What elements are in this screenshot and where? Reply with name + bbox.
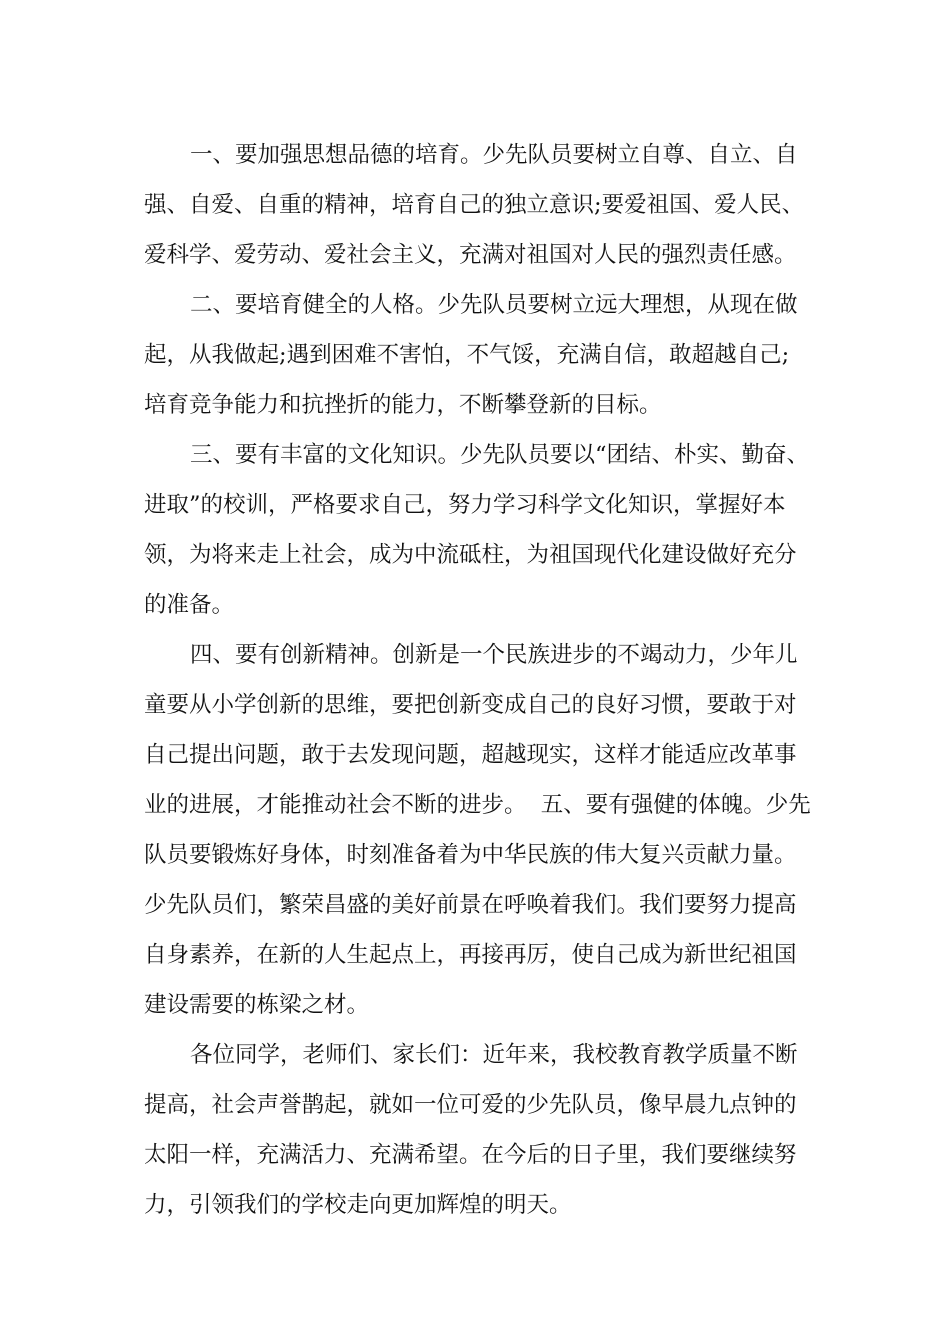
text-line: 二、要培育健全的人格。少先队员要树立远大理想，从现在做	[190, 292, 798, 318]
paragraph-personality	[144, 280, 814, 430]
text-line: 建设需要的栋梁之材。	[144, 992, 370, 1018]
paragraph-cultural-knowledge	[144, 430, 814, 630]
text-line: 队员要锻炼好身体，时刻准备着为中华民族的伟大复兴贡献力量。	[144, 842, 797, 868]
text-line: 强、自爱、自重的精神，培育自己的独立意识;要爱祖国、爱人民、	[144, 192, 805, 218]
text-line: 自身素养，在新的人生起点上，再接再厉，使自己成为新世纪祖国	[144, 942, 797, 968]
text-line: 的准备。	[144, 592, 235, 618]
text-line: 培育竞争能力和抗挫折的能力，不断攀登新的目标。	[144, 392, 662, 418]
text-line: 进取”的校训，严格要求自己，努力学习科学文化知识，掌握好本	[144, 492, 786, 518]
text-line: 领，为将来走上社会，成为中流砥柱，为祖国现代化建设做好充分	[144, 542, 797, 568]
text-line: 爱科学、爱劳动、爱社会主义，充满对祖国对人民的强烈责任感。	[144, 242, 797, 268]
text-line: 力，引领我们的学校走向更加辉煌的明天。	[144, 1192, 572, 1218]
text-line: 三、要有丰富的文化知识。少先队员要以“团结、朴实、勤奋、	[190, 442, 810, 468]
text-line: 太阳一样，充满活力、充满希望。在今后的日子里，我们要继续努	[144, 1142, 797, 1168]
document-body	[144, 130, 814, 1230]
paragraph-closing-address	[144, 1030, 814, 1230]
paragraph-moral-education	[144, 130, 814, 280]
text-line: 童要从小学创新的思维，要把创新变成自己的良好习惯，要敢于对	[144, 692, 797, 718]
text-line: 业的进展，才能推动社会不断的进步。 五、要有强健的体魄。少先	[144, 792, 811, 818]
text-line: 自己提出问题，敢于去发现问题，超越现实，这样才能适应改革事	[144, 742, 797, 768]
text-line: 四、要有创新精神。创新是一个民族进步的不竭动力，少年儿	[190, 642, 798, 668]
paragraph-innovation	[144, 630, 814, 1030]
text-line: 少先队员们，繁荣昌盛的美好前景在呼唤着我们。我们要努力提高	[144, 892, 797, 918]
text-line: 一、要加强思想品德的培育。少先队员要树立自尊、自立、自	[190, 142, 798, 168]
text-line: 各位同学，老师们、家长们：近年来，我校教育教学质量不断	[190, 1042, 798, 1068]
text-line: 提高，社会声誉鹊起，就如一位可爱的少先队员，像早晨九点钟的	[144, 1092, 797, 1118]
text-line: 起，从我做起;遇到困难不害怕，不气馁，充满自信，敢超越自己;	[144, 342, 790, 368]
